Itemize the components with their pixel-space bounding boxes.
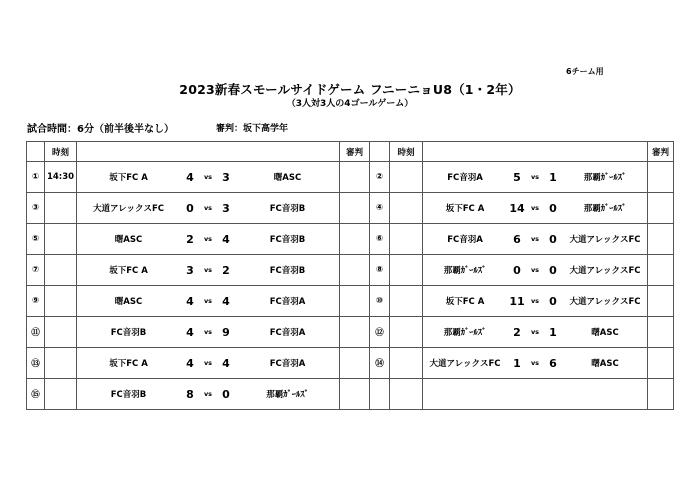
- home-score: 11: [509, 294, 525, 308]
- match-number: ⑧: [370, 255, 390, 286]
- home-team: 那覇ｶﾞｰﾙｽﾞ: [443, 328, 487, 338]
- table-row: [27, 317, 674, 348]
- vs-label: vs: [203, 173, 213, 181]
- header-ref-right: 審判: [648, 142, 674, 162]
- match-number: ⑩: [370, 286, 390, 317]
- match-time: [45, 255, 77, 286]
- away-team: 曙ASC: [273, 173, 302, 183]
- table-row: [27, 224, 674, 255]
- home-score: 14: [509, 201, 525, 215]
- vs-label: vs: [203, 328, 213, 336]
- home-team: 大道アレックスFC: [429, 359, 501, 369]
- match-number: ②: [370, 162, 390, 193]
- vs-label: vs: [530, 297, 540, 305]
- away-team: 那覇ｶﾞｰﾙｽﾞ: [583, 204, 627, 214]
- match-line: [423, 202, 647, 215]
- referee-cell: [340, 224, 370, 255]
- match-line: [77, 388, 339, 401]
- match-number: ⑤: [27, 224, 45, 255]
- away-team: FC音羽A: [269, 359, 306, 369]
- home-team: 坂下FC A: [445, 204, 485, 214]
- vs-label: vs: [203, 390, 213, 398]
- vs-label: vs: [530, 359, 540, 367]
- referee-cell: [340, 162, 370, 193]
- match-line: [77, 295, 339, 308]
- vs-label: vs: [530, 235, 540, 243]
- schedule-table: [26, 141, 674, 410]
- match-line: [77, 233, 339, 246]
- match-time-note: 試合時間：6分（前半後半なし）: [27, 124, 174, 135]
- away-score: 0: [222, 387, 230, 401]
- away-score: 4: [222, 232, 230, 246]
- match-cell: [423, 255, 648, 286]
- away-team: FC音羽A: [269, 328, 306, 338]
- vs-label: vs: [203, 297, 213, 305]
- match-line: [423, 326, 647, 339]
- away-score: 0: [549, 232, 557, 246]
- away-team: FC音羽B: [269, 235, 306, 245]
- page-subtitle: （3人対3人の4ゴールゲーム）: [286, 99, 414, 109]
- away-team: FC音羽B: [269, 204, 306, 214]
- match-cell: [423, 379, 648, 410]
- match-line: [77, 326, 339, 339]
- home-team: 坂下FC A: [109, 173, 148, 183]
- home-score: 4: [186, 170, 194, 184]
- home-team: FC音羽B: [110, 390, 147, 400]
- home-team: 坂下FC A: [445, 297, 485, 307]
- away-score: 0: [549, 294, 557, 308]
- referee-cell: [648, 162, 674, 193]
- match-time: [390, 162, 423, 193]
- away-team: 大道アレックスFC: [569, 266, 641, 276]
- home-score: 3: [186, 263, 194, 277]
- match-time: [390, 348, 423, 379]
- match-cell: [423, 162, 648, 193]
- match-time: [45, 317, 77, 348]
- match-number: ⑮: [27, 379, 45, 410]
- header-time-right: 時刻: [390, 142, 423, 162]
- home-score: 6: [513, 232, 521, 246]
- table-row: [27, 255, 674, 286]
- match-time: [390, 317, 423, 348]
- match-time: [45, 348, 77, 379]
- header-match-right: [423, 142, 648, 162]
- match-line: [423, 295, 647, 308]
- match-cell: [423, 286, 648, 317]
- match-cell: [77, 317, 340, 348]
- match-cell: [423, 317, 648, 348]
- match-cell: [423, 193, 648, 224]
- referee-cell: [340, 317, 370, 348]
- match-number: [370, 379, 390, 410]
- vs-label: vs: [203, 235, 213, 243]
- vs-label: vs: [203, 204, 213, 212]
- away-team: 那覇ｶﾞｰﾙｽﾞ: [266, 390, 309, 400]
- home-team: 坂下FC A: [109, 266, 148, 276]
- match-number: ⑥: [370, 224, 390, 255]
- away-team: FC音羽B: [269, 266, 306, 276]
- match-time: [390, 224, 423, 255]
- page-title: 2023新春スモールサイドゲーム フニーニョU8（1・2年）: [179, 82, 521, 97]
- match-line: [77, 171, 339, 184]
- match-time: [45, 286, 77, 317]
- home-score: 4: [186, 356, 194, 370]
- referee-cell: [340, 379, 370, 410]
- referee-note: 審判：坂下高学年: [216, 124, 289, 134]
- away-score: 1: [549, 170, 557, 184]
- match-time: [390, 286, 423, 317]
- table-row: [27, 286, 674, 317]
- match-time: [390, 255, 423, 286]
- away-score: 1: [549, 325, 557, 339]
- home-score: 1: [513, 356, 521, 370]
- home-team: 曙ASC: [114, 297, 143, 307]
- vs-label: vs: [530, 266, 540, 274]
- away-team: 大道アレックスFC: [569, 235, 641, 245]
- match-cell: [77, 224, 340, 255]
- match-line: [77, 202, 339, 215]
- match-line: [423, 171, 647, 184]
- header-time-left: 時刻: [45, 142, 77, 162]
- match-number: ⑭: [370, 348, 390, 379]
- referee-cell: [648, 379, 674, 410]
- match-line: [77, 357, 339, 370]
- away-score: 3: [222, 170, 230, 184]
- match-time: [45, 224, 77, 255]
- away-team: FC音羽A: [269, 297, 306, 307]
- referee-cell: [648, 286, 674, 317]
- away-score: 3: [222, 201, 230, 215]
- match-number: ④: [370, 193, 390, 224]
- home-team: FC音羽B: [110, 328, 147, 338]
- table-row: [27, 348, 674, 379]
- header-num-right: [370, 142, 390, 162]
- away-score: 0: [549, 201, 557, 215]
- referee-cell: [648, 317, 674, 348]
- table-header-row: [27, 142, 674, 162]
- vs-label: vs: [530, 204, 540, 212]
- vs-label: vs: [203, 359, 213, 367]
- match-cell: [77, 286, 340, 317]
- table-row: [27, 193, 674, 224]
- match-number: ⑫: [370, 317, 390, 348]
- match-cell: [423, 224, 648, 255]
- match-cell: [423, 348, 648, 379]
- referee-cell: [648, 255, 674, 286]
- header-match-left: [77, 142, 340, 162]
- header-ref-left: 審判: [340, 142, 370, 162]
- match-line: [77, 264, 339, 277]
- match-number: ⑨: [27, 286, 45, 317]
- away-score: 9: [222, 325, 230, 339]
- match-cell: [77, 162, 340, 193]
- away-team: 大道アレックスFC: [569, 297, 641, 307]
- match-time: [390, 193, 423, 224]
- home-score: 5: [513, 170, 521, 184]
- away-score: 4: [222, 294, 230, 308]
- match-cell: [77, 379, 340, 410]
- team-count-tag: 6チーム用: [566, 67, 604, 76]
- home-team: 那覇ｶﾞｰﾙｽﾞ: [443, 266, 487, 276]
- referee-cell: [648, 193, 674, 224]
- vs-label: vs: [203, 266, 213, 274]
- away-score: 2: [222, 263, 230, 277]
- match-time: [45, 379, 77, 410]
- match-number: ⑬: [27, 348, 45, 379]
- match-cell: [77, 193, 340, 224]
- home-score: 8: [186, 387, 194, 401]
- referee-cell: [648, 348, 674, 379]
- match-line: [423, 357, 647, 370]
- home-score: 4: [186, 325, 194, 339]
- match-line: [423, 233, 647, 246]
- vs-label: vs: [530, 173, 540, 181]
- away-score: 4: [222, 356, 230, 370]
- header-num-left: [27, 142, 45, 162]
- referee-cell: [648, 224, 674, 255]
- referee-cell: [340, 193, 370, 224]
- match-cell: [77, 348, 340, 379]
- table-row: [27, 379, 674, 410]
- match-time: [390, 379, 423, 410]
- match-number: ⑦: [27, 255, 45, 286]
- away-team: 那覇ｶﾞｰﾙｽﾞ: [583, 173, 627, 183]
- match-line: [423, 264, 647, 277]
- home-score: 2: [513, 325, 521, 339]
- match-number: ①: [27, 162, 45, 193]
- away-team: 曙ASC: [591, 359, 619, 369]
- referee-cell: [340, 255, 370, 286]
- match-cell: [77, 255, 340, 286]
- referee-cell: [340, 286, 370, 317]
- match-number: ③: [27, 193, 45, 224]
- home-team: FC音羽A: [447, 173, 483, 183]
- referee-cell: [340, 348, 370, 379]
- table-row: [27, 162, 674, 193]
- match-time: [45, 193, 77, 224]
- vs-label: vs: [530, 328, 540, 336]
- home-team: 坂下FC A: [109, 359, 148, 369]
- away-score: 0: [549, 263, 557, 277]
- home-score: 0: [513, 263, 521, 277]
- away-score: 6: [549, 356, 557, 370]
- home-score: 0: [186, 201, 194, 215]
- home-score: 2: [186, 232, 194, 246]
- home-team: FC音羽A: [447, 235, 483, 245]
- home-team: 大道アレックスFC: [92, 204, 165, 214]
- match-number: ⑪: [27, 317, 45, 348]
- match-time: 14:30: [45, 162, 77, 193]
- home-score: 4: [186, 294, 194, 308]
- home-team: 曙ASC: [114, 235, 143, 245]
- away-team: 曙ASC: [591, 328, 619, 338]
